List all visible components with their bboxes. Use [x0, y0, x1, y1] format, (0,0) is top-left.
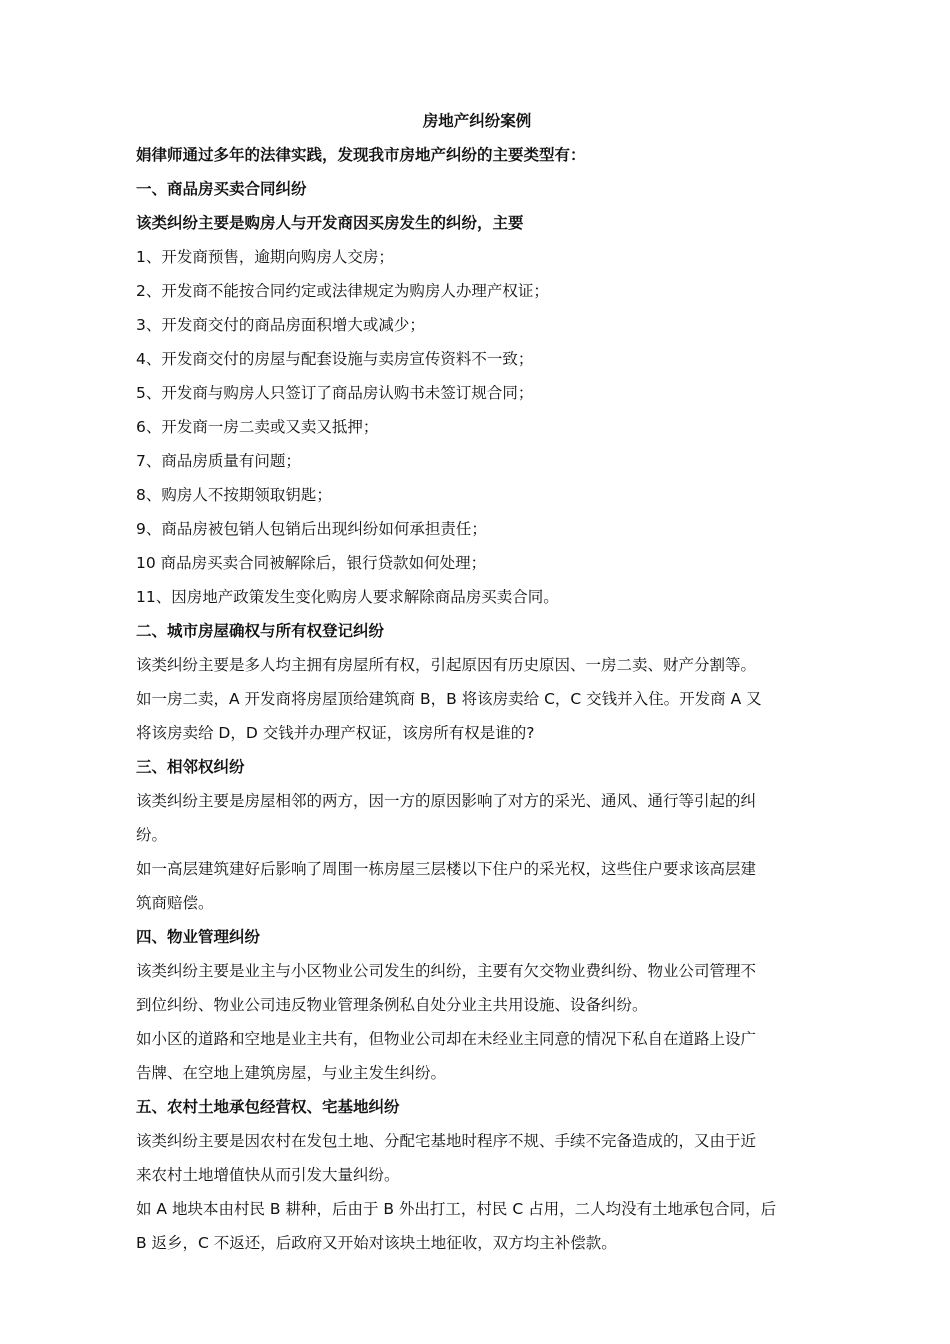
- section-example-2-line2: 将该房卖给 D，D 交钱并办理产权证，该房所有权是谁的?: [136, 724, 535, 742]
- list-item: 10 商品房买卖合同被解除后，银行贷款如何处理；: [136, 554, 487, 572]
- document-page: [136, 104, 818, 1260]
- section-lead-1: 该类纠纷主要是购房人与开发商因买房发生的纠纷，主要: [136, 214, 524, 232]
- section-heading-1: 一、商品房买卖合同纠纷: [136, 180, 307, 198]
- page-title: 房地产纠纷案例: [422, 112, 532, 130]
- section-desc-5-line2: 来农村土地增值快从而引发大量纠纷。: [136, 1166, 400, 1184]
- section-example-3-line2: 筑商赔偿。: [136, 894, 214, 912]
- section-heading-3: 三、相邻权纠纷: [136, 758, 245, 776]
- section-heading-5: 五、农村土地承包经营权、宅基地纠纷: [136, 1098, 400, 1116]
- list-item: 4、开发商交付的房屋与配套设施与卖房宣传资料不一致；: [136, 350, 534, 368]
- section-desc-4-line1: 该类纠纷主要是业主与小区物业公司发生的纠纷，主要有欠交物业费纠纷、物业公司管理不: [136, 962, 757, 980]
- list-item: 9、商品房被包销人包销后出现纠纷如何承担责任；: [136, 520, 487, 538]
- section-desc-2: 该类纠纷主要是多人均主拥有房屋所有权，引起原因有历史原因、一房二卖、财产分割等。: [136, 656, 757, 674]
- section-example-5-line2: B 返乡，C 不返还，后政府又开始对该块土地征收，双方均主补偿款。: [136, 1234, 617, 1252]
- section-heading-4: 四、物业管理纠纷: [136, 928, 261, 946]
- list-item: 2、开发商不能按合同约定或法律规定为购房人办理产权证；: [136, 282, 549, 300]
- section-example-5-line1: 如 A 地块本由村民 B 耕种，后由于 B 外出打工，村民 C 占用，二人均没有土地承包合同，后: [136, 1200, 777, 1218]
- list-item: 8、购房人不按期领取钥匙；: [136, 486, 332, 504]
- section-desc-3-line2: 纷。: [136, 826, 168, 844]
- list-item: 3、开发商交付的商品房面积增大或减少；: [136, 316, 425, 334]
- list-item: 5、开发商与购房人只签订了商品房认购书未签订规合同；: [136, 384, 534, 402]
- section-example-4-line1: 如小区的道路和空地是业主共有，但物业公司却在未经业主同意的情况下私自在道路上设广: [136, 1030, 757, 1048]
- list-item: 6、开发商一房二卖或又卖又抵押；: [136, 418, 379, 436]
- section-desc-5-line1: 该类纠纷主要是因农村在发包土地、分配宅基地时程序不规、手续不完备造成的，又由于近: [136, 1132, 757, 1150]
- section-desc-3-line1: 该类纠纷主要是房屋相邻的两方，因一方的原因影响了对方的采光、通风、通行等引起的纠: [136, 792, 757, 810]
- section-example-4-line2: 告牌、在空地上建筑房屋，与业主发生纠纷。: [136, 1064, 447, 1082]
- intro-paragraph: 娟律师通过多年的法律实践，发现我市房地产纠纷的主要类型有：: [136, 146, 586, 164]
- section-example-2-line1: 如一房二卖，A 开发商将房屋顶给建筑商 B，B 将该房卖给 C，C 交钱并入住。开发商 A 又: [136, 690, 762, 708]
- section-example-3-line1: 如一高层建筑建好后影响了周围一栋房屋三层楼以下住户的采光权，这些住户要求该高层建: [136, 860, 757, 878]
- list-item: 1、开发商预售，逾期向购房人交房；: [136, 248, 394, 266]
- section-heading-2: 二、城市房屋确权与所有权登记纠纷: [136, 622, 385, 640]
- list-item: 7、商品房质量有问题；: [136, 452, 301, 470]
- list-item: 11、因房地产政策发生变化购房人要求解除商品房买卖合同。: [136, 588, 559, 606]
- section-desc-4-line2: 到位纠纷、物业公司违反物业管理条例私自处分业主共用设施、设备纠纷。: [136, 996, 648, 1014]
